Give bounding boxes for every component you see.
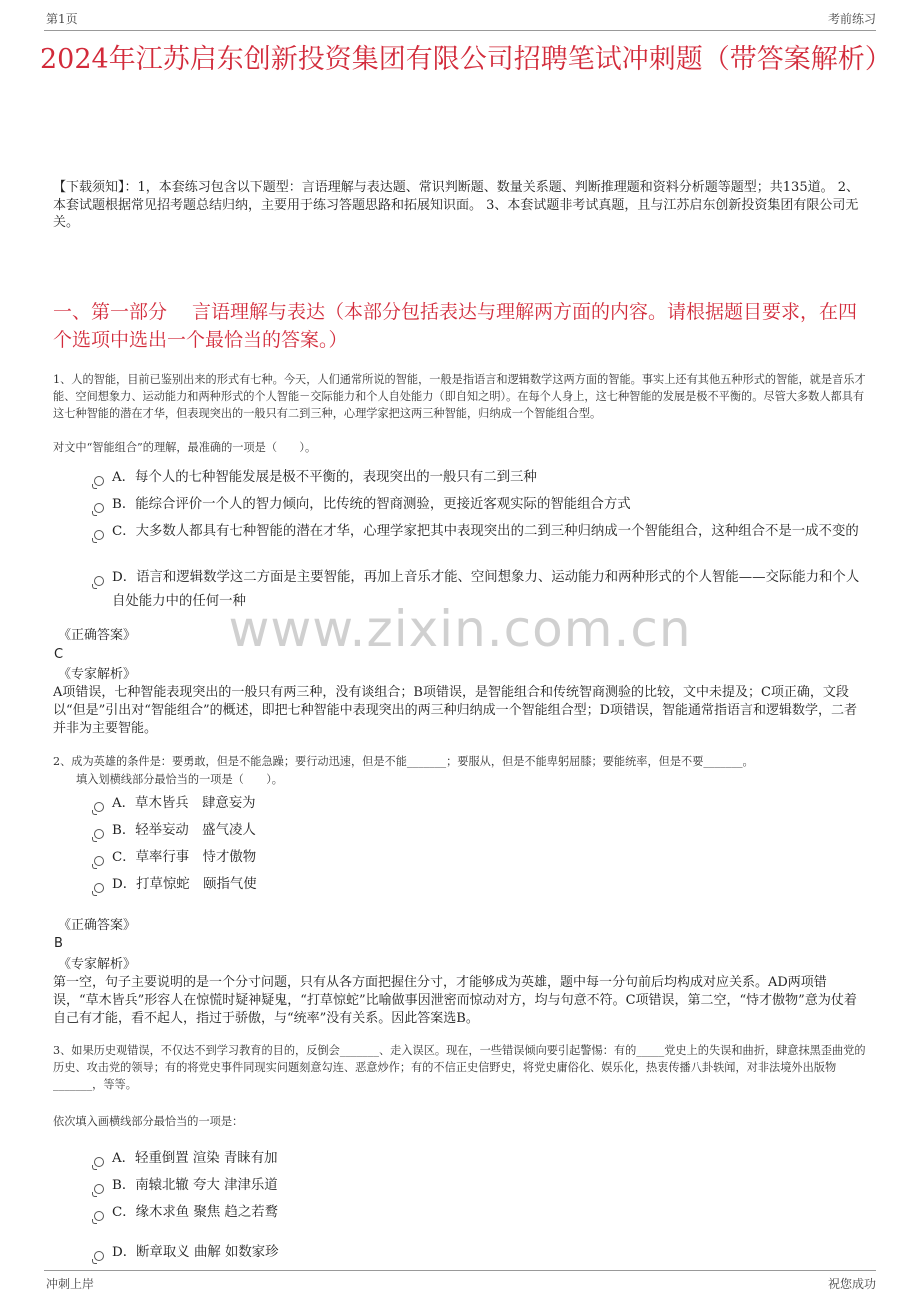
question-2-prompt: 填入划横线部分最恰当的一项是（ ）。 bbox=[76, 773, 283, 786]
question-2-option-a[interactable]: A．草木皆兵 肆意妄为 bbox=[92, 792, 872, 816]
radio-icon[interactable] bbox=[94, 503, 104, 513]
question-3-option-b[interactable]: B．南辕北辙 夸大 津津乐道 bbox=[92, 1174, 872, 1198]
question-1-option-c[interactable]: C．大多数人都具有七种智能的潜在才华，心理学家把其中表现突出的二到三种归纳成一个智能组合，这种组合不是一成不变的 bbox=[92, 520, 872, 544]
radio-icon[interactable] bbox=[94, 576, 104, 586]
radio-icon[interactable] bbox=[94, 530, 104, 540]
question-1-stem: 1、人的智能，目前已鉴别出来的形式有七种。今天，人们通常所说的智能，一般是指语言和逻辑数学这两方面的智能。事实上还有其他五种形式的智能，就是音乐才能、空间想象力、运动能力和两种形式的个人智能－交际能力和个人自处能力（即自知之明）。在每个人身上，这七种智能的发展是极不平衡的。尽管大多数人都具有这七种智能的潜在才华，但表现突出的一般只有二到三种，心理学家把这两三种智能，归纳成一个智能组合型。 bbox=[53, 373, 866, 420]
radio-icon[interactable] bbox=[94, 1211, 104, 1221]
question-2-option-b[interactable]: B．轻举妄动 盛气凌人 bbox=[92, 819, 872, 843]
question-1-option-b[interactable]: B．能综合评价一个人的智力倾向，比传统的智商测验，更接近客观实际的智能组合方式 bbox=[92, 493, 872, 517]
document-title: 2024年江苏启东创新投资集团有限公司招聘笔试冲刺题（带答案解析） bbox=[40, 44, 892, 75]
question-1-answer: C bbox=[54, 647, 64, 662]
question-2-answer-label: 《正确答案》 bbox=[58, 918, 137, 933]
question-2-analysis-label: 《专家解析》 bbox=[58, 957, 137, 972]
question-2-answer: B bbox=[54, 936, 63, 951]
radio-icon[interactable] bbox=[94, 1157, 104, 1167]
watermark: www.zixin.com.cn bbox=[228, 600, 692, 658]
question-1-option-a[interactable]: A．每个人的七种智能发展是极不平衡的，表现突出的一般只有二到三种 bbox=[92, 466, 872, 490]
page-number: 第1页 bbox=[46, 12, 78, 26]
header-rule bbox=[44, 30, 876, 31]
radio-icon[interactable] bbox=[94, 1251, 104, 1261]
question-1-answer-label: 《正确答案》 bbox=[58, 628, 137, 643]
question-2-option-c[interactable]: C．草率行事 恃才傲物 bbox=[92, 846, 872, 870]
footer-right: 祝您成功 bbox=[827, 1277, 876, 1291]
question-1-option-d[interactable]: D．语言和逻辑数学这二方面是主要智能，再加上音乐才能、空间想象力、运动能力和两种形式的个人智能——交际能力和个人自处能力中的任何一种 bbox=[92, 566, 872, 614]
question-2-analysis: 第一空，句子主要说明的是一个分寸问题，只有从各方面把握住分寸，才能够成为英雄，题中每一分句前后均构成对应关系。AD两项错误，“草木皆兵”形容人在惊慌时疑神疑鬼，“打草惊蛇”比喻做事因泄密而惊动对方，均与句意不符。C项错误，第二空，“恃才傲物”意为仗着自己有才能，看不起人，指过于骄傲，与“统率”没有关系。因此答案选B。 bbox=[53, 975, 857, 1026]
question-3-option-d[interactable]: D．断章取义 曲解 如数家珍 bbox=[92, 1241, 872, 1265]
question-1-prompt: 对文中“智能组合”的理解，最准确的一项是（ ）。 bbox=[53, 441, 317, 454]
question-3-stem: 3、如果历史观错误，不仅达不到学习教育的目的，反倒会_______、走入误区。现在，一些错误倾向要引起警惕：有的_____党史上的失误和曲折，肆意抹黑歪曲党的历史、攻击党的领导；有的将党史事件同现实问题刻意勾连、恶意炒作；有的不信正史信野史，将党史庸俗化、娱乐化，热衷传播八卦轶闻，对非法境外出版物_______，等等。 bbox=[53, 1044, 866, 1091]
download-notice: 【下载须知】：1，本套练习包含以下题型：言语理解与表达题、常识判断题、数量关系题、判断推理题和资料分析题等题型；共135道。 2、本套试题根据常见招考题总结归纳，主要用于练习答题思路和拓展知识面。 3、本套试题非考试真题，且与江苏启东创新投资集团有限公司无关。 bbox=[53, 180, 859, 230]
question-1-analysis-label: 《专家解析》 bbox=[58, 667, 137, 682]
section-heading: 一、第一部分 言语理解与表达（本部分包括表达与理解两方面的内容。请根据题目要求，在四个选项中选出一个最恰当的答案。） bbox=[53, 301, 858, 351]
question-2-stem: 2、成为英雄的条件是：要勇敢，但是不能急躁；要行动迅速，但是不能_______；要服从，但是不能卑躬屈膝；要能统率，但是不要_______。 bbox=[53, 755, 754, 768]
question-3-option-c[interactable]: C．缘木求鱼 聚焦 趋之若鹜 bbox=[92, 1201, 872, 1225]
radio-icon[interactable] bbox=[94, 829, 104, 839]
radio-icon[interactable] bbox=[94, 856, 104, 866]
question-1-analysis: A项错误，七种智能表现突出的一般只有两三种，没有谈组合；B项错误，是智能组合和传统智商测验的比较，文中未提及；C项正确，文段以“但是”引出对“智能组合”的概述，即把七种智能中表现突出的两三种归纳成一个智能组合型；D项错误，智能通常指语言和逻辑数学，二者并非为主要智能。 bbox=[53, 685, 858, 736]
radio-icon[interactable] bbox=[94, 476, 104, 486]
footer-left: 冲刺上岸 bbox=[46, 1277, 95, 1291]
question-3-option-a[interactable]: A．轻重倒置 渲染 青睐有加 bbox=[92, 1147, 872, 1171]
radio-icon[interactable] bbox=[94, 883, 104, 893]
footer-rule bbox=[44, 1270, 876, 1271]
question-2-option-d[interactable]: D．打草惊蛇 颐指气使 bbox=[92, 873, 872, 897]
radio-icon[interactable] bbox=[94, 802, 104, 812]
header-label: 考前练习 bbox=[827, 12, 876, 26]
radio-icon[interactable] bbox=[94, 1184, 104, 1194]
question-3-prompt: 依次填入画横线部分最恰当的一项是： bbox=[53, 1115, 244, 1128]
